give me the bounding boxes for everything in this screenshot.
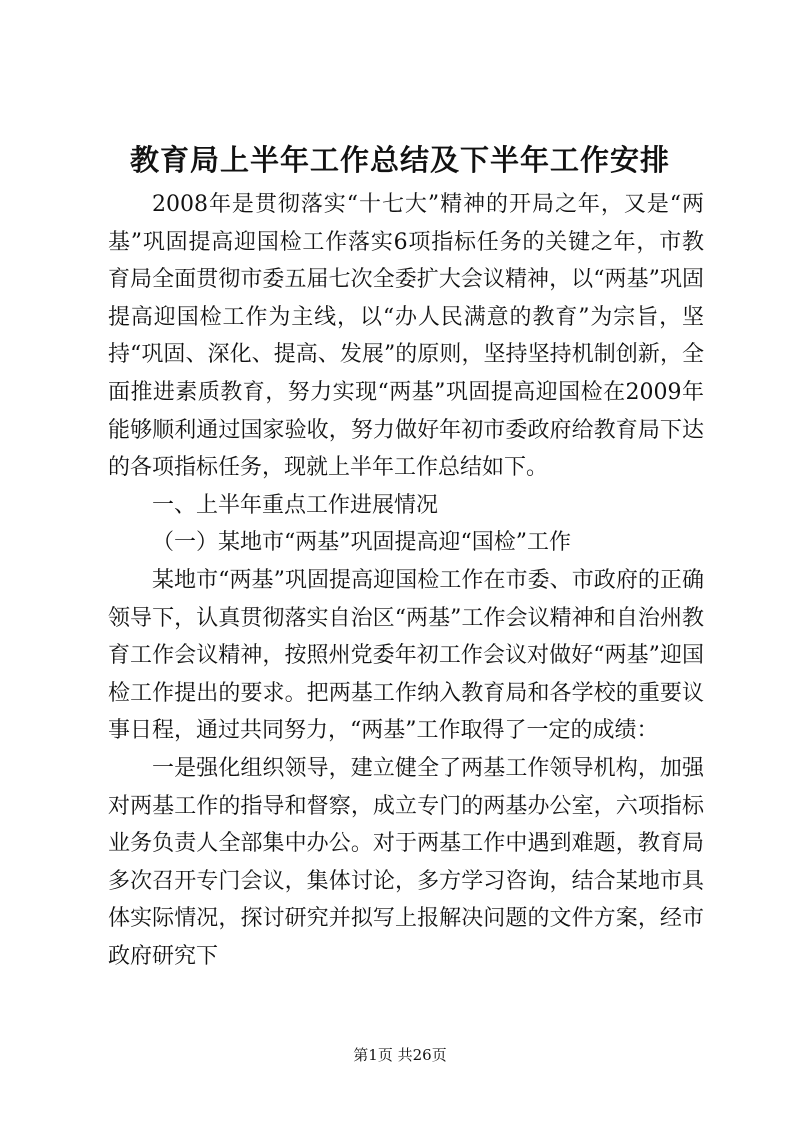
paragraph-point-one: 一是强化组织领导，建立健全了两基工作领导机构，加强对两基工作的指导和督察，成立专门的两基办公室，六项指标业务负责人全部集中办公。对于两基工作中遇到难题，教育局多次召开专门会议，集体讨论，多方学习咨询，结合某地市具体实际情况，探讨研究并拟写上报解决问题的文件方案，经市政府研究下: [108, 755, 704, 969]
document-body: [108, 186, 704, 975]
subsection-heading: （一）某地市“两基”巩固提高迎“国检”工作: [152, 530, 571, 556]
paragraph-intro: 2008年是贯彻落实“十七大”精神的开局之年，又是“两基”巩固提高迎国检工作落实6项指标任务的关键之年，市教育局全面贯彻市委五届七次全委扩大会议精神，以“两基”巩固提高迎国检工作为主线，以“办人民满意的教育”为宗旨，坚持“巩固、深化、提高、发展”的原则，坚持坚持机制创新，全面推进素质教育，努力实现“两基”巩固提高迎国检在2009年能够顺利通过国家验收，努力做好年初市委政府给教育局下达的各项指标任务，现就上半年工作总结如下。: [108, 192, 704, 481]
paragraph-overview: 某地市“两基”巩固提高迎国检工作在市委、市政府的正确领导下，认真贯彻落实自治区“两基”工作会议精神和自治州教育工作会议精神，按照州党委年初工作会议对做好“两基”迎国检工作提出的要求。把两基工作纳入教育局和各学校的重要议事日程，通过共同努力，“两基”工作取得了一定的成绩：: [108, 567, 704, 744]
section-heading: 一、上半年重点工作进展情况: [152, 492, 439, 518]
page-number: 第1页 共26页: [353, 1046, 447, 1064]
document-title: 教育局上半年工作总结及下半年工作安排: [129, 143, 670, 177]
